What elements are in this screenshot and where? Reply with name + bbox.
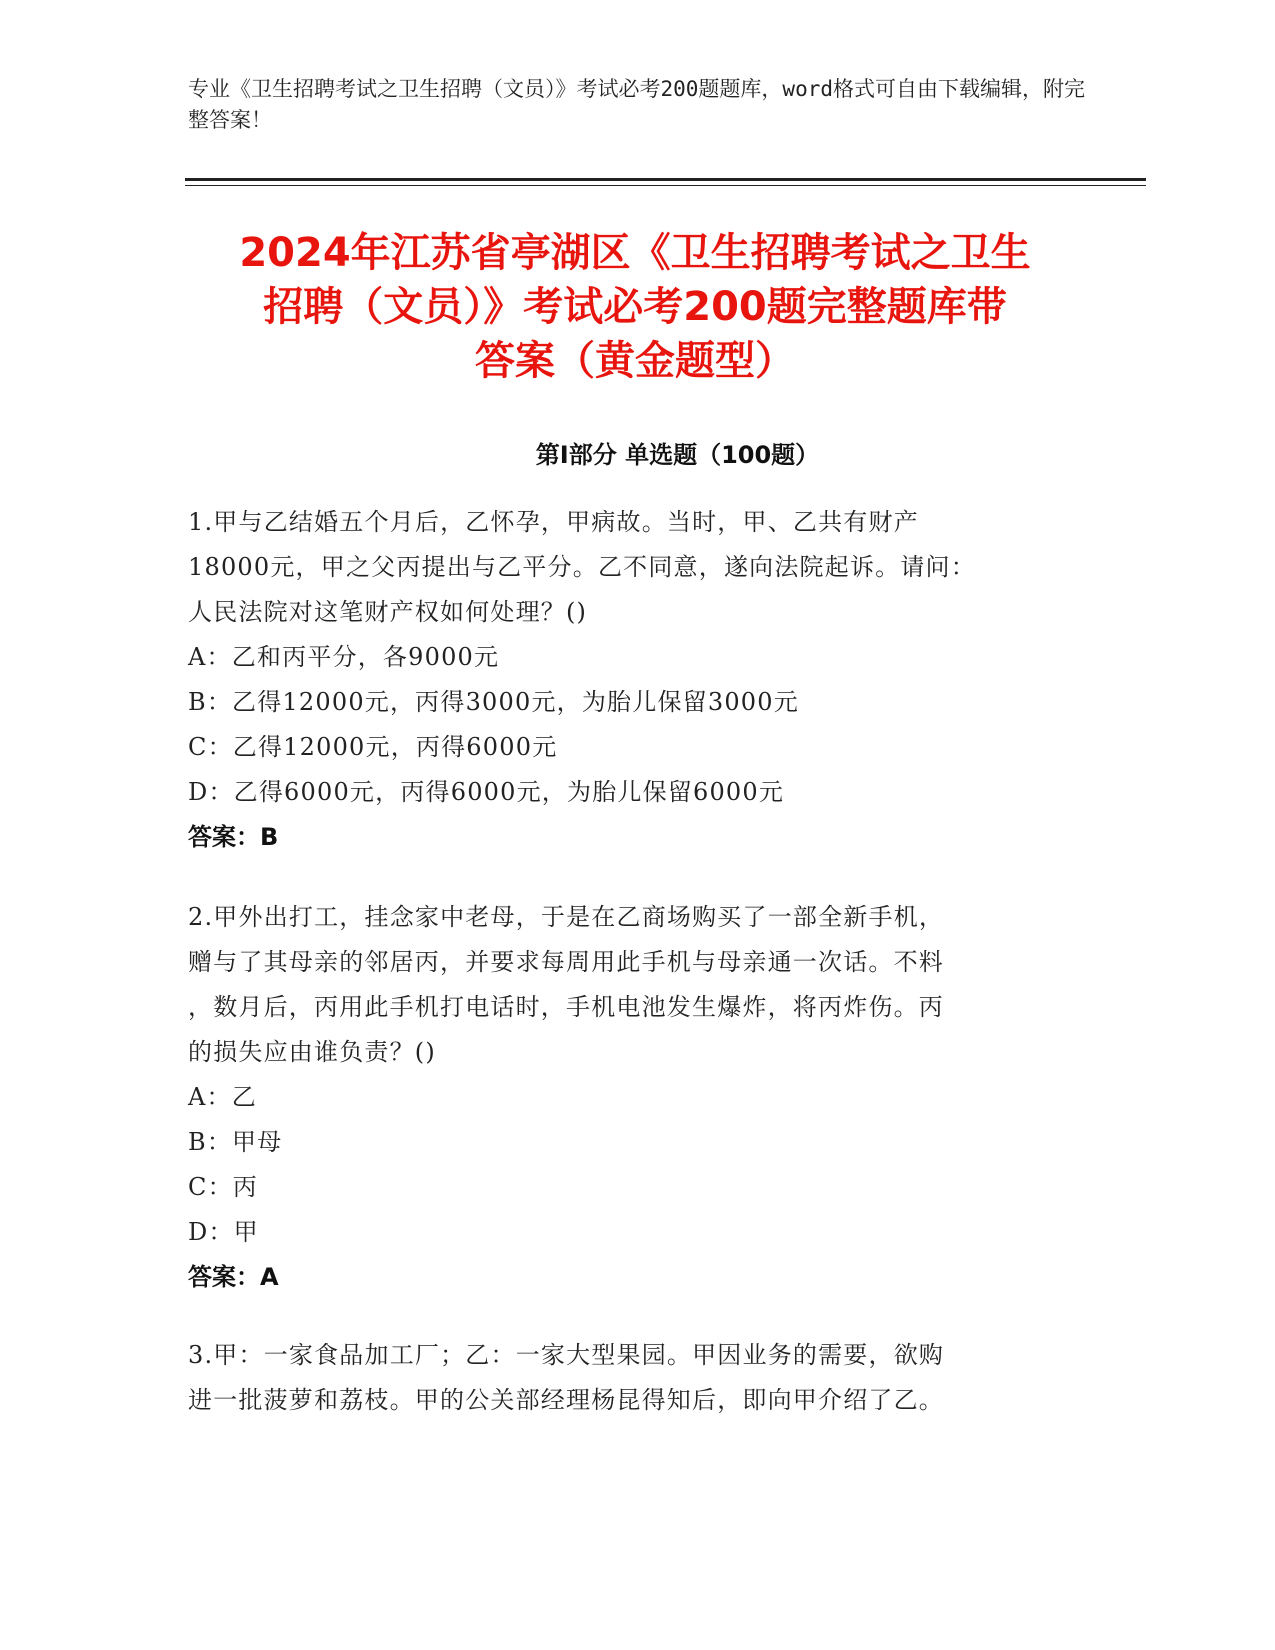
title-line: 答案（黄金题型） xyxy=(475,338,795,384)
option-c: C：乙得12000元，丙得6000元 xyxy=(188,733,558,761)
question-stem-line: 的损失应由谁负责？() xyxy=(188,1038,436,1066)
section-heading: 第I部分 单选题（100题） xyxy=(535,441,820,469)
option-c: C：丙 xyxy=(188,1173,258,1201)
question-stem-line: 18000元，甲之父丙提出与乙平分。乙不同意，遂向法院起诉。请问： xyxy=(188,553,976,581)
question-stem-line: 赠与了其母亲的邻居丙，并要求每周用此手机与母亲通一次话。不料 xyxy=(188,948,944,976)
option-d: D：甲 xyxy=(188,1218,259,1246)
title-line: 招聘（文员）》考试必考200题完整题库带 xyxy=(263,284,1007,330)
header-note: 专业《卫生招聘考试之卫生招聘（文员）》考试必考200题题库，word格式可自由下载编辑，附完整答案！ xyxy=(188,77,1085,132)
question-stem-line: 3.甲：一家食品加工厂；乙：一家大型果园。甲因业务的需要，欲购 xyxy=(188,1341,945,1369)
answer-label: 答案：B xyxy=(188,823,279,851)
header-divider-thin xyxy=(185,185,1146,186)
question-stem-line: 1.甲与乙结婚五个月后，乙怀孕，甲病故。当时，甲、乙共有财产 xyxy=(188,508,919,536)
question-1 xyxy=(188,500,1068,860)
option-d: D：乙得6000元，丙得6000元，为胎儿保留6000元 xyxy=(188,778,785,806)
option-b: B：甲母 xyxy=(188,1128,283,1156)
question-stem-line: ，数月后，丙用此手机打电话时，手机电池发生爆炸，将丙炸伤。丙 xyxy=(188,993,944,1021)
question-2 xyxy=(188,895,1068,1300)
header-divider-thick xyxy=(185,178,1146,181)
question-stem-line: 人民法院对这笔财产权如何处理？() xyxy=(188,598,588,626)
question-3 xyxy=(188,1333,1068,1423)
title-line: 2024年江苏省亭湖区《卫生招聘考试之卫生 xyxy=(239,230,1031,276)
option-b: B：乙得12000元，丙得3000元，为胎儿保留3000元 xyxy=(188,688,799,716)
document-title xyxy=(170,226,1100,388)
question-stem-line: 2.甲外出打工，挂念家中老母，于是在乙商场购买了一部全新手机， xyxy=(188,903,945,931)
option-a: A：乙和丙平分，各9000元 xyxy=(188,643,500,671)
option-a: A：乙 xyxy=(188,1083,257,1111)
question-stem-line: 进一批菠萝和荔枝。甲的公关部经理杨昆得知后，即向甲介绍了乙。 xyxy=(188,1386,944,1414)
answer-label: 答案：A xyxy=(188,1263,279,1291)
